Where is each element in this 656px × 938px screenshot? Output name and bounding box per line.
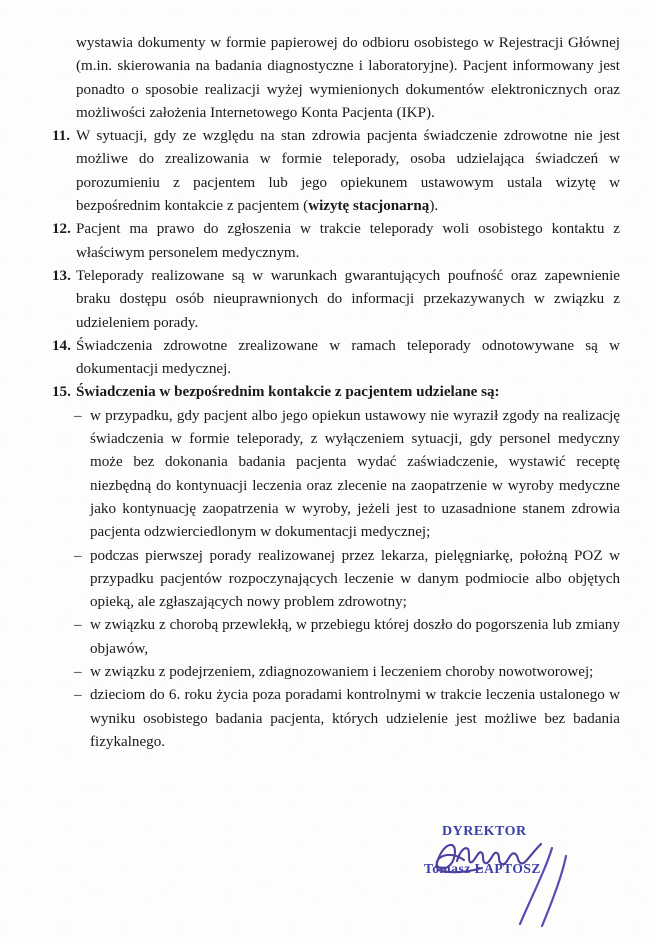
dash-bullet-2: [52, 545, 620, 615]
dash-marker-icon: –: [74, 687, 82, 704]
dash-bullet-5: [52, 684, 620, 754]
continuation-paragraph: wystawia dokumenty w formie papierowej do odbioru osobistego w Rejestracji Głównej (m.in. skierowania na badania diagnostyczne i laboratoryjne). Pacjent informowany jest ponadto o sposobie realizacji wyżej wymienionych dokumentów elektronicznych oraz możliwości założenia Internetowego Konta Pacjenta (IKP).: [76, 35, 620, 121]
dash-marker-icon: –: [74, 547, 82, 564]
list-number-12: 12.: [52, 221, 71, 238]
list-item-11: [52, 125, 620, 218]
dash-marker-icon: –: [74, 664, 82, 681]
list-item-12: [52, 218, 620, 265]
list-text-11-part2: ).: [429, 198, 439, 215]
signature-name: Tomasz ŁAPTOSZ: [424, 861, 541, 876]
list-text-11: [76, 125, 620, 218]
dash-bullet-4: [52, 661, 620, 684]
list-text-11-part1: W sytuacji, gdy ze względu na stan zdrowia pacjenta świadczenie zdrowotne nie jest możliwe do zrealizowania w formie teleporady, osoba udzielająca świadczeń w porozumieniu z pacjentem lub jego opiekunem ustawowym ustala wizytę w bezpośrednim kontakcie z pacjentem (: [76, 128, 620, 215]
dash-bullet-2-text: podczas pierwszej porady realizowanej przez lekarza, pielęgniarkę, położną POZ w przypadku pacjentów rozpoczynających leczenie w danym podmiocie albo objętych opieką, ale zgłaszających nowy problem zdrowotny;: [90, 547, 620, 611]
dash-marker-icon: –: [74, 617, 82, 634]
list-item-15: [52, 381, 620, 404]
list-text-14: Świadczenia zdrowotne zrealizowane w ramach teleporady odnotowywane są w dokumentacji medycznej.: [76, 337, 620, 378]
dash-marker-icon: –: [74, 407, 82, 424]
dash-bullet-3-text: w związku z chorobą przewlekłą, w przebiegu której doszło do pogorszenia lub zmiany objawów,: [90, 617, 620, 657]
dash-bullet-list: [52, 405, 620, 754]
list-number-13: 13.: [52, 267, 71, 284]
dash-bullet-1: [52, 405, 620, 545]
list-item-13: [52, 265, 620, 335]
list-text-13: Teleporady realizowane są w warunkach gwarantujących poufność oraz zapewnienie braku dostępu osób nieuprawnionych do informacji przekazywanych w związku z udzieleniem porady.: [76, 267, 620, 331]
list-text-11-bold: wizytę stacjonarną: [308, 198, 430, 215]
list-number-15: 15.: [52, 384, 71, 401]
dash-bullet-1-text: w przypadku, gdy pacjent albo jego opiekun ustawowy nie wyraził zgody na realizację świadczenia w formie teleporady, z wyłączeniem sytuacji, gdy personel medyczny może bez dokonania badania pacjenta wydać zaświadczenie, wystawić receptę niezbędną do kontynuacji leczenia oraz zlecenie na zaopatrzenie w wyroby medyczne jako kontynuację zaopatrzenia w wyroby, jeżeli jest to uzasadnione stanem zdrowia pacjenta odzwierciedlonym w dokumentacji medycznej;: [90, 407, 620, 541]
dash-bullet-5-text: dzieciom do 6. roku życia poza poradami kontrolnymi w trakcie leczenia ustalonego w wyniku osobistego badania pacjenta, których udzielenie jest możliwe bez badania fizykalnego.: [90, 687, 620, 750]
list-number-11: 11.: [52, 128, 71, 145]
list-text-15: Świadczenia w bezpośrednim kontakcie z pacjentem udzielane są:: [76, 384, 500, 401]
dash-bullet-4-text: w związku z podejrzeniem, zdiagnozowaniem i leczeniem choroby nowotworowej;: [90, 664, 594, 681]
signature-title: DYREKTOR: [442, 824, 527, 839]
list-item-14: [52, 335, 620, 382]
document-body: [52, 32, 620, 754]
signature-block: [424, 820, 624, 932]
dash-bullet-3: [52, 614, 620, 661]
list-number-14: 14.: [52, 337, 71, 354]
list-text-12: Pacjent ma prawo do zgłoszenia w trakcie teleporady woli osobistego kontaktu z właściwym personelem medycznym.: [76, 221, 620, 261]
